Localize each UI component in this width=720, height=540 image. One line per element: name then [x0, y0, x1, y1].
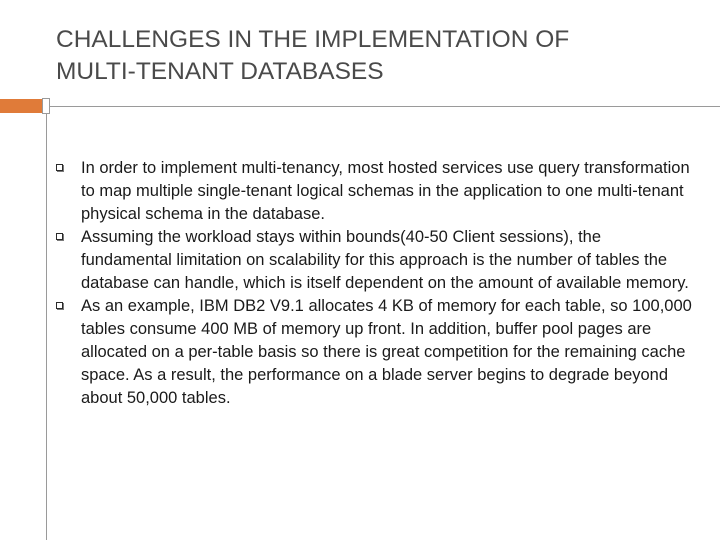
- vertical-rule: [46, 114, 47, 540]
- list-item: [56, 157, 692, 226]
- square-bullet-icon: [56, 302, 63, 309]
- square-bullet-icon: [56, 233, 63, 240]
- bullet-text: As an example, IBM DB2 V9.1 allocates 4 KB of memory for each table, so 100,000 tables consume 400 MB of memory up front. In addition, buffer pool pages are allocated on a per-table basis so there is great competition for the remaining cache space. As a result, the performance on a blade server begins to degrade beyond about 50,000 tables.: [81, 297, 692, 407]
- list-item: [56, 226, 692, 295]
- page-title: [56, 24, 696, 88]
- bullet-list: [56, 157, 692, 410]
- bullet-text: In order to implement multi-tenancy, most hosted services use query transformation to map multiple single-tenant logical schemas in the application to one multi-tenant physical schema in the database.: [81, 159, 690, 223]
- title-line-2: MULTI-TENANT DATABASES: [56, 58, 384, 85]
- title-line-1: CHALLENGES IN THE IMPLEMENTATION OF: [56, 26, 570, 53]
- square-marker-icon: [42, 98, 50, 114]
- list-item: [56, 295, 692, 410]
- accent-bar: [0, 99, 42, 113]
- bullet-text: Assuming the workload stays within bounds(40-50 Client sessions), the fundamental limitation on scalability for this approach is the number of tables the database can handle, which is itself dependent on the amount of available memory.: [81, 228, 689, 292]
- title-divider: [50, 106, 720, 107]
- square-bullet-icon: [56, 164, 63, 171]
